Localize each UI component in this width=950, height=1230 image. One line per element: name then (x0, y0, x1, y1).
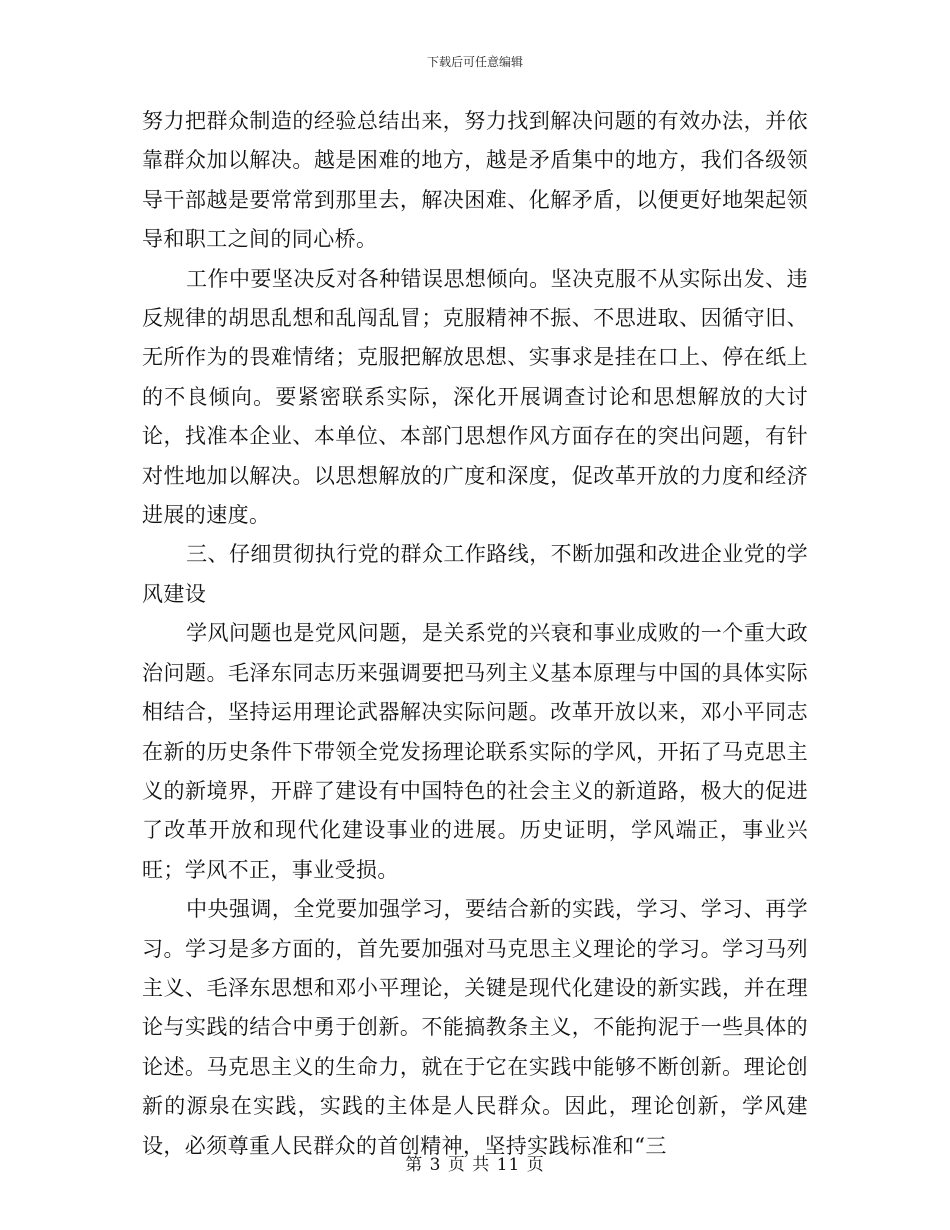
paragraph-central-emphasis: 中央强调，全党要加强学习，要结合新的实践，学习、学习、再学习。学习是多方面的，首先要加强对马克思主义理论的学习。学习马列主义、毛泽东思想和邓小平理论，关键是现代化建设的新实践，并在理论与实践的结合中勇于创新。不能搞教条主义，不能拘泥于一些具体的论述。马克思主义的生命力，就在于它在实践中能够不断创新。理论创新的源泉在实践，实践的主体是人民群众。因此，理论创新，学风建设，必须尊重人民群众的首创精神，坚持实践标准和“三 (142, 897, 808, 1158)
page-header: 下载后可任意编辑 (426, 55, 523, 69)
document-body (142, 102, 808, 1166)
paragraph-study-style: 学风问题也是党风问题，是关系党的兴衰和事业成败的一个重大政治问题。毛泽东同志历来强调要把马列主义基本原理与中国的具体实际相结合，坚持运用理论武器解决实际问题。改革开放以来，邓小平同志在新的历史条件下带领全党发扬理论联系实际的学风，开拓了马克思主义的新境界，开辟了建设有中国特色的社会主义的新道路，极大的促进了改革开放和现代化建设事业的进展。历史证明，学风端正，事业兴旺；学风不正，事业受损。 (142, 621, 808, 882)
page-footer: 第 3 页 共 11 页 (405, 1155, 545, 1175)
paragraph-oppose-errors: 工作中要坚决反对各种错误思想倾向。坚决克服不从实际出发、违反规律的胡思乱想和乱闯乱冒；克服精神不振、不思进取、因循守旧、无所作为的畏难情绪；克服把解放思想、实事求是挂在口上、停在纸上的不良倾向。要紧密联系实际，深化开展调查讨论和思想解放的大讨论，找准本企业、本单位、本部门思想作风方面存在的突出问题，有针对性地加以解决。以思想解放的广度和深度，促改革开放的力度和经济进展的速度。 (142, 266, 808, 528)
paragraph-continuation: 努力把群众制造的经验总结出来，努力找到解决问题的有效办法，并依靠群众加以解决。越是困难的地方，越是矛盾集中的地方，我们各级领导干部越是要常常到那里去，解决困难、化解矛盾，以便更好地架起领导和职工之间的同心桥。 (142, 109, 808, 252)
section-heading-three: 三、仔细贯彻执行党的群众工作路线，不断加强和改进企业党的学风建设 (142, 542, 808, 606)
